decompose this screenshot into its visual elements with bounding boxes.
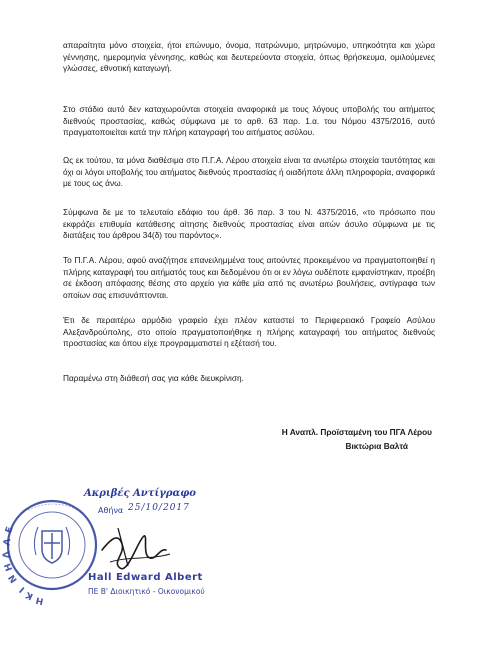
certifying-officer-name: Hall Edward Albert bbox=[88, 572, 203, 583]
svg-text:Η: Η bbox=[3, 561, 16, 573]
svg-text:Λ: Λ bbox=[2, 537, 14, 547]
paragraph-identity-data: απαραίτητα μόνο στοιχεία, ήτοι επώνυμο, όνομα, πατρώνυμο, μητρώνυμο, υπηκοότητα και χώρα γέννησης, ημερομηνία γέννησης, καθώς και δευτερεύοντα στοιχεία, όπως θρήσκευμα, ομιλούμενες γλώσσες, εθνοτική καταγωγή. bbox=[63, 40, 435, 74]
svg-text:Ε: Ε bbox=[4, 525, 16, 535]
paragraph-available-data: Ως εκ τούτου, τα μόνα διαθέσιμα στο Π.Γ.Α. Λέρου στοιχεία είναι τα ανωτέρω στοιχεία ταυτότητας και όχι οι λόγοι υποβολής του αιτήματος διεθνούς προστασίας ή οιαδήποτε άλλη πληροφορία, αναφορικά με τους ως άνω. bbox=[63, 155, 435, 189]
paragraph-competent-office: Έτι δε περαιτέρω αρμόδιο γραφείο έχει πλέον καταστεί το Περιφερειακό Γραφείο Ασύλου Αλεξανδρούπολης, στο οποίο πραγματοποιήθηκε η πλήρης καταγραφή του αιτήματος διεθνούς προστασίας και όπου είχε προγραμματιστεί η εξέτασή του. bbox=[63, 315, 435, 349]
certified-place: Αθήνα bbox=[98, 506, 124, 515]
svg-text:Κ: Κ bbox=[24, 589, 35, 602]
paragraph-law-article: Σύμφωνα δε με το τελευταίο εδάφιο του άρθ. 36 παρ. 3 του Ν. 4375/2016, «το πρόσωπο που εκφράζει επιθυμία κατάθεσης αίτησης διεθνούς προστασίας είναι αιτών άσυλο σύμφωνα με τις διατάξεις του άρθρου 34(δ) του παρόντος». bbox=[63, 207, 435, 241]
signatory-title: Η Αναπλ. Προϊσταμένη του ΠΓΑ Λέρου bbox=[281, 427, 432, 437]
svg-text:Ι: Ι bbox=[17, 584, 27, 594]
certified-copy-label: Ακριβές Αντίγραφο bbox=[84, 488, 196, 499]
signature-block bbox=[282, 426, 432, 453]
paragraph-office-actions: Το Π.Γ.Α. Λέρου, αφού αναζήτησε επανειλημμένα τους αιτούντες προκειμένου να πραγματοποιηθεί η πλήρης καταγραφή του αιτήματός τους και δεδομένου ότι οι εν λόγω ουδέποτε εμφανίστηκαν, προέβη σε έκδοση απόφασης θέσης στο αρχείο για κάθε μία από τις ανωτέρω βουλήσεις, αντίγραφα των οποίων σας επισυνάπτονται. bbox=[63, 255, 435, 300]
certified-date: 25/10/2017 bbox=[128, 503, 190, 513]
svg-text:Η: Η bbox=[35, 594, 45, 606]
certifying-officer-dept: ΠΕ Β' Διοικητικό - Οικονομικού bbox=[88, 587, 205, 596]
signatory-name: Βικτώρια Βαλτά bbox=[345, 440, 408, 451]
paragraph-registration-stage: Στο στάδιο αυτό δεν καταχωρούνται στοιχεία αναφορικά με τους λόγους υποβολής του αιτήματος διεθνούς προστασίας, καθώς σύμφωνα με το αρθ. 63 παρ. 1.α. του Νόμου 4375/2016, αυτό πραγματοποιείται κατά την πλήρη καταγραφή του αιτήματος ασύλου. bbox=[63, 104, 435, 138]
svg-text:Λ: Λ bbox=[1, 550, 13, 559]
svg-text:Ν: Ν bbox=[7, 572, 20, 585]
paragraph-closing: Παραμένω στη διάθεσή σας για κάθε διευκρίνιση. bbox=[63, 373, 244, 383]
certification-stamp bbox=[0, 470, 260, 640]
